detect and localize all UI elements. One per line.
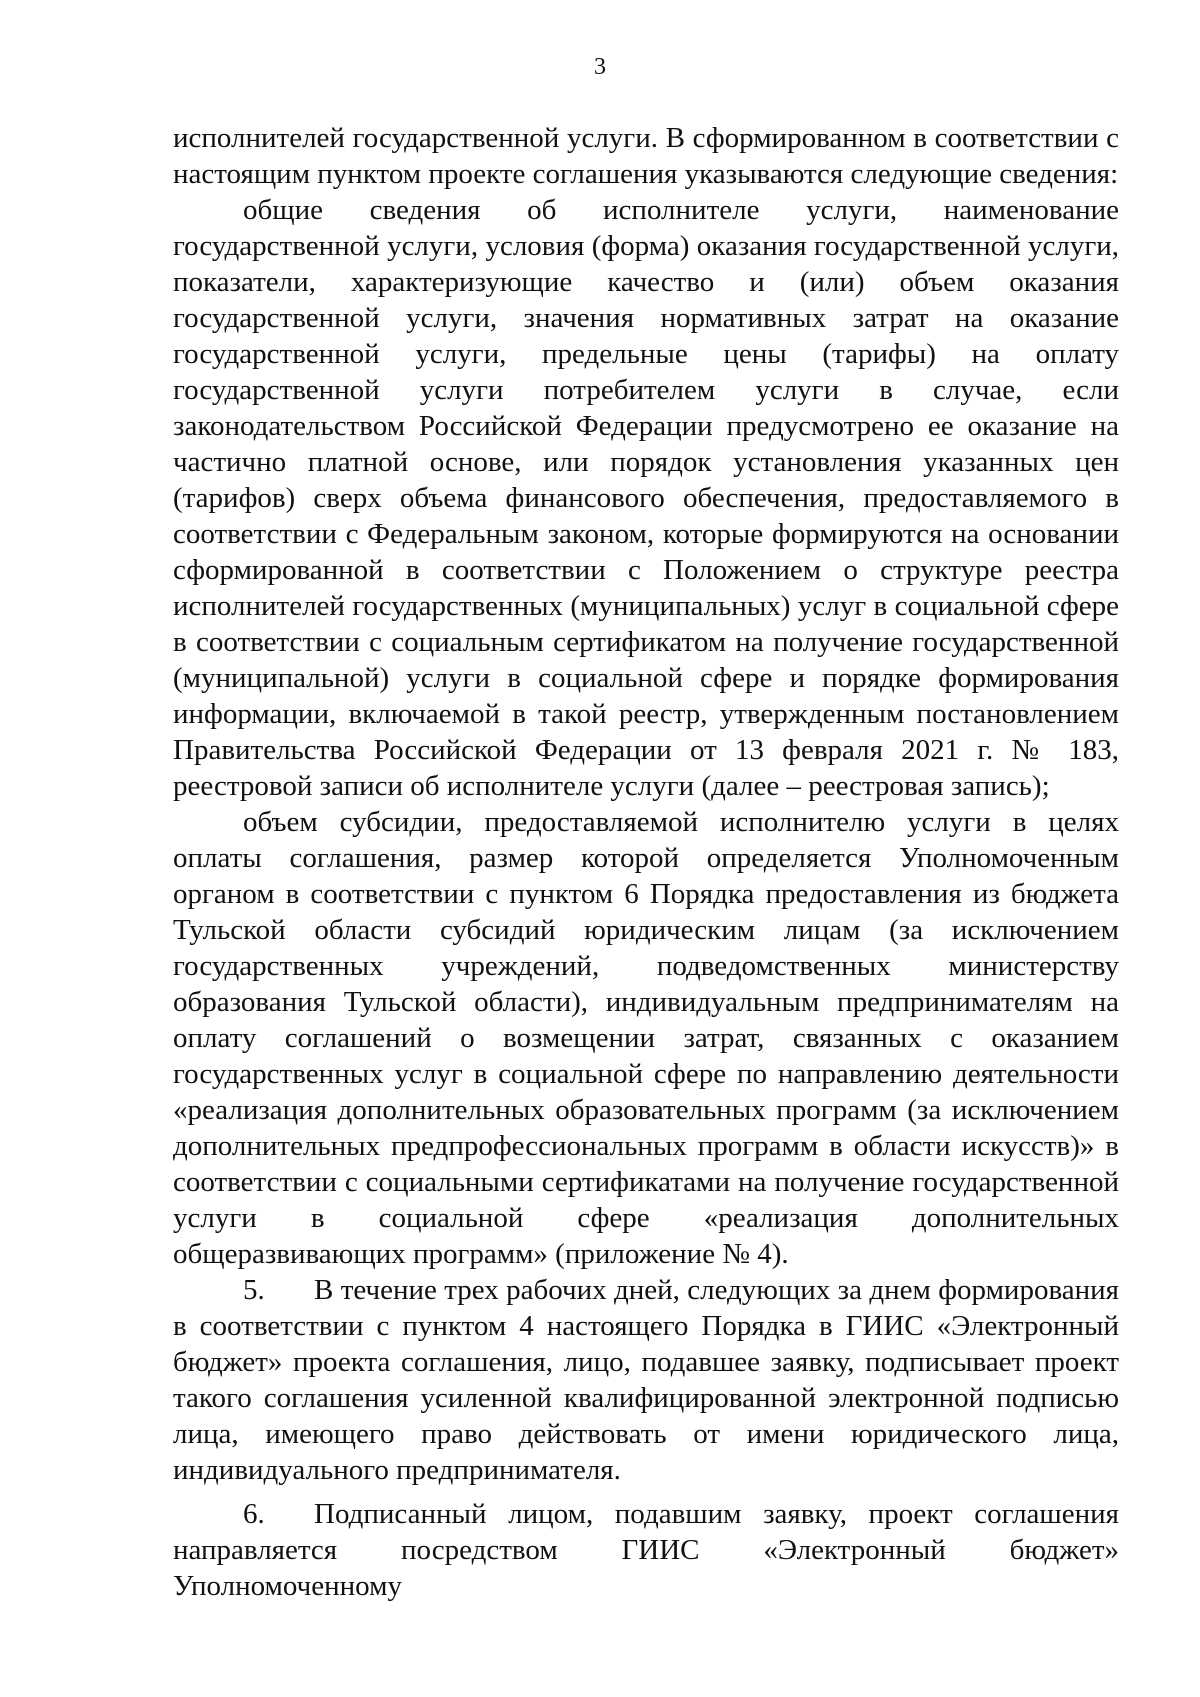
page-number: 3 bbox=[594, 54, 606, 80]
item-number: 6. bbox=[243, 1498, 265, 1530]
item-number: 5. bbox=[243, 1274, 265, 1306]
item-text: Подписанный лицом, подавшим заявку, проект соглашения направляется посредством ГИИС «Электронный бюджет» Уполномоченному bbox=[173, 1498, 1119, 1602]
item-text: В течение трех рабочих дней, следующих за днем формирования в соответствии с пунктом 4 настоящего Порядка в ГИИС «Электронный бюджет» проекта соглашения, лицо, подавшее заявку, подписывает проект такого соглашения усиленной квалифицированной электронной подписью лица, имеющего право действовать от имени юридического лица, индивидуального предпринимателя. bbox=[173, 1274, 1119, 1486]
paragraph-item-5 bbox=[173, 1272, 1119, 1488]
document-body bbox=[173, 120, 1119, 1604]
paragraph-continuation: исполнителей государственной услуги. В сформированном в соответствии с настоящим пунктом проекте соглашения указываются следующие сведения: bbox=[173, 122, 1119, 190]
paragraph-subsidy-volume: объем субсидии, предоставляемой исполнителю услуги в целях оплаты соглашения, размер которой определяется Уполномоченным органом в соответствии с пунктом 6 Порядка предоставления из бюджета Тульской области субсидий юридическим лицам (за исключением государственных учреждений, подведомственных министерству образования Тульской области), индивидуальным предпринимателям на оплату соглашений о возмещении затрат, связанных с оказанием государственных услуг в социальной сфере по направлению деятельности «реализация дополнительных образовательных программ (за исключением дополнительных предпрофессиональных программ в области искусств)» в соответствии с социальными сертификатами на получение государственной услуги в социальной сфере «реализация дополнительных общеразвивающих программ» (приложение № 4). bbox=[173, 806, 1119, 1270]
paragraph-general-info: общие сведения об исполнителе услуги, наименование государственной услуги, условия (форма) оказания государственной услуги, показатели, характеризующие качество и (или) объем оказания государственной услуги, значения нормативных затрат на оказание государственной услуги, предельные цены (тарифы) на оплату государственной услуги потребителем услуги в случае, если законодательством Российской Федерации предусмотрено ее оказание на частично платной основе, или порядок установления указанных цен (тарифов) сверх объема финансового обеспечения, предоставляемого в соответствии с Федеральным законом, которые формируются на основании сформированной в соответствии с Положением о структуре реестра исполнителей государственных (муниципальных) услуг в социальной сфере в соответствии с социальным сертификатом на получение государственной (муниципальной) услуги в социальной сфере и порядке формирования информации, включаемой в такой реестр, утвержденным постановлением Правительства Российской Федерации от 13 февраля 2021 г. № 183, реестровой записи об исполнителе услуги (далее – реестровая запись); bbox=[173, 194, 1119, 802]
paragraph-item-6 bbox=[173, 1496, 1119, 1604]
